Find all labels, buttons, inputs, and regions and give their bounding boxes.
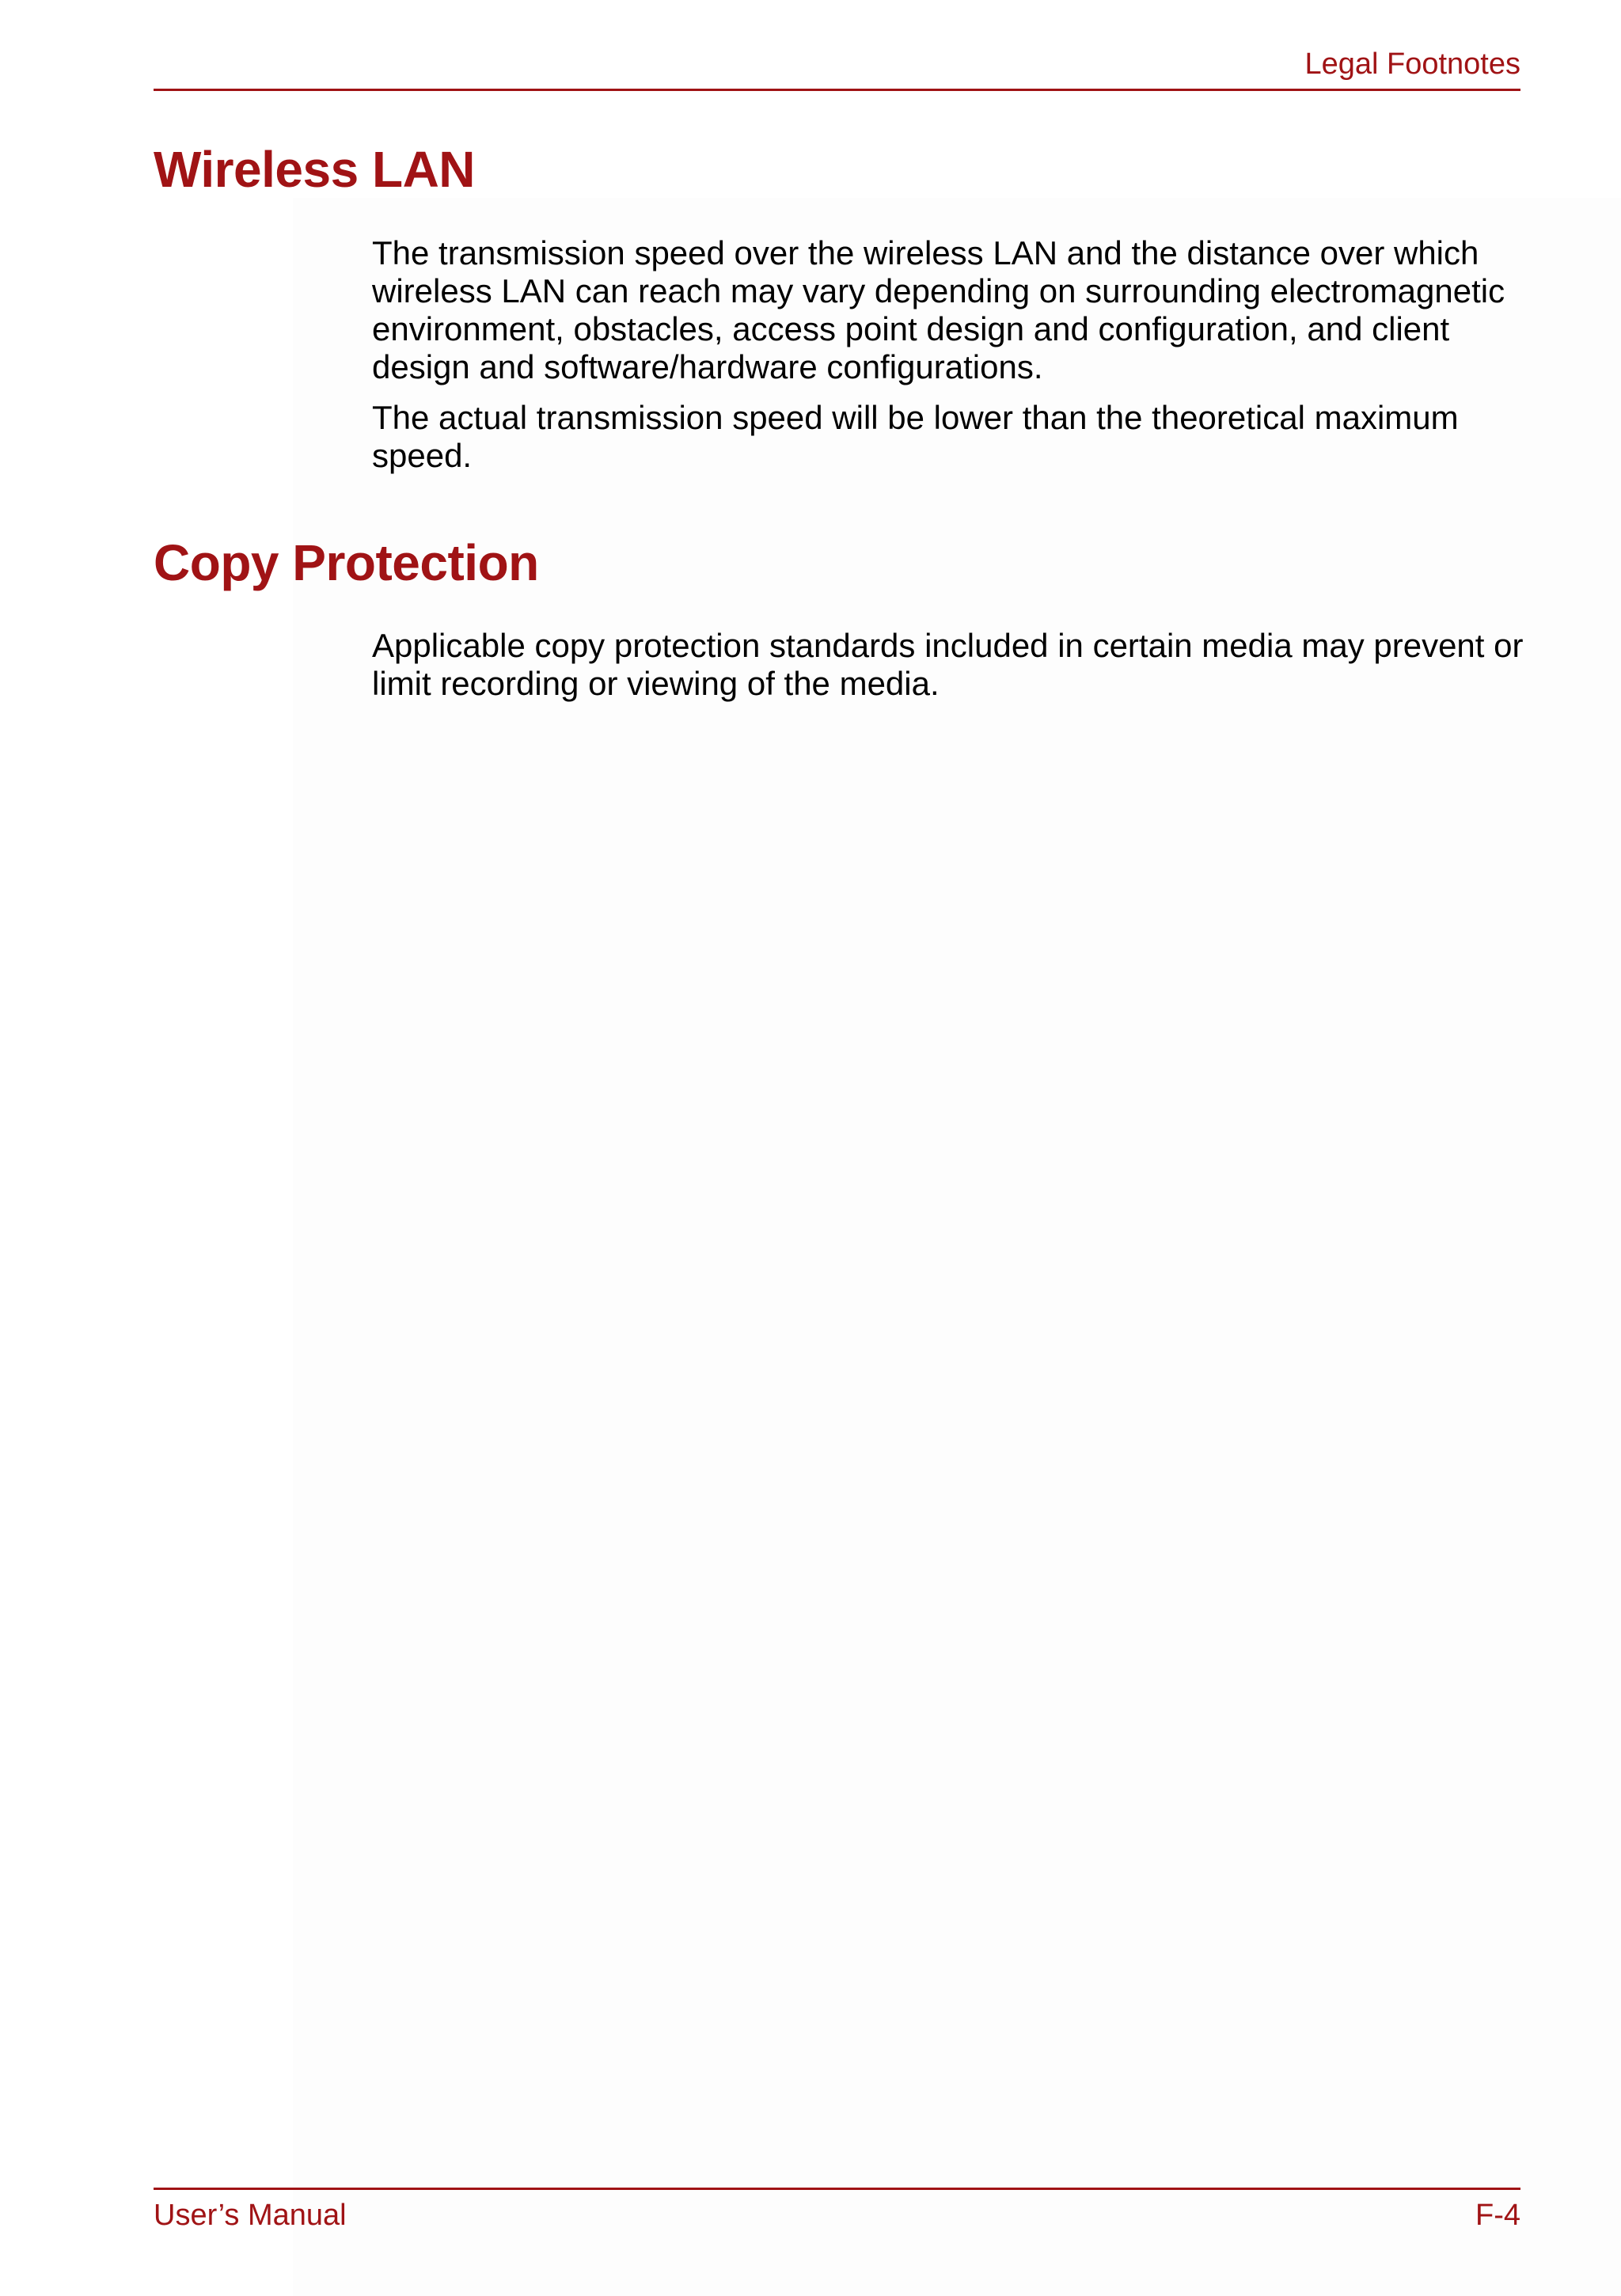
section-heading-wireless-lan: Wireless LAN — [154, 141, 475, 198]
paragraph: The actual transmission speed will be lower than the theoretical maximum speed. — [372, 399, 1459, 474]
paragraph: Applicable copy protection standards included in certain media may prevent or limit recording or viewing of the media. — [372, 627, 1524, 702]
section-body-copy-protection — [372, 627, 1528, 715]
paragraph: The transmission speed over the wireless LAN and the distance over which wireless LAN can reach may vary depending on surrounding electromagnetic environment, obstacles, access point design and configuration, and client design and software/hardware configurations. — [372, 234, 1505, 385]
page-background — [293, 198, 1621, 2296]
header-rule — [154, 89, 1520, 91]
section-heading-copy-protection: Copy Protection — [154, 534, 539, 591]
footer-rule — [154, 2188, 1520, 2190]
page-number: F-4 — [1475, 2199, 1520, 2232]
footer-manual-title: User’s Manual — [154, 2199, 347, 2232]
section-body-wireless-lan — [372, 234, 1528, 488]
running-header: Legal Footnotes — [1304, 47, 1520, 81]
